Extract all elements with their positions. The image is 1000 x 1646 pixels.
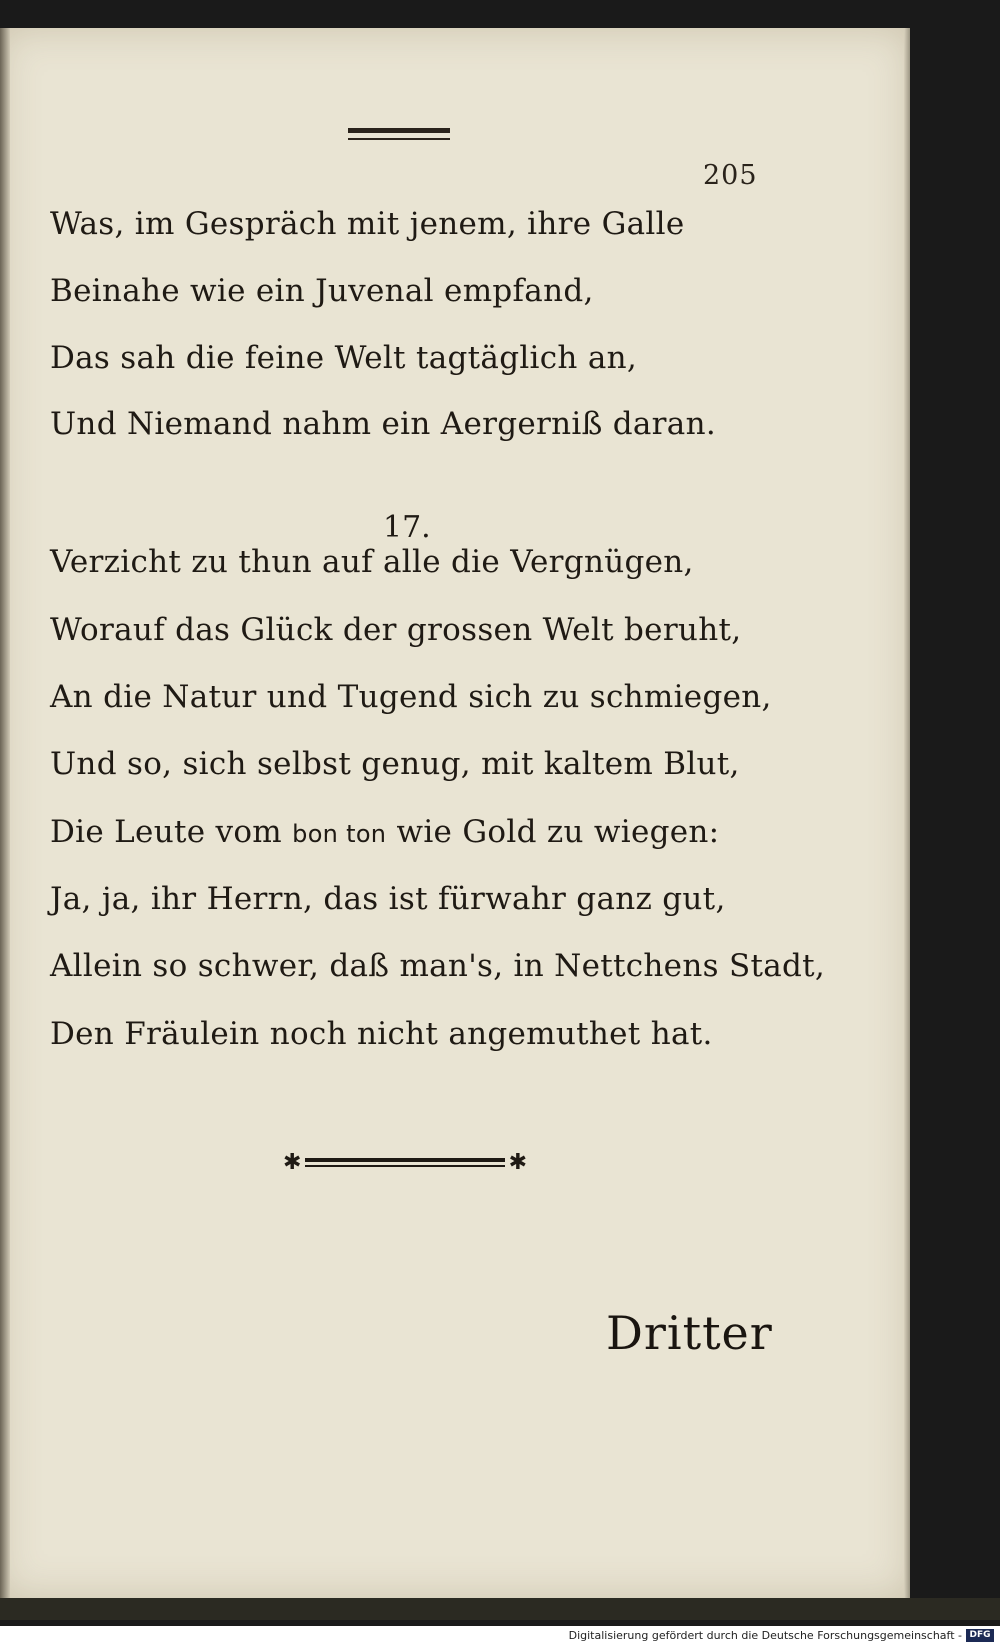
verse-text: wie Gold zu wiegen:: [396, 814, 720, 850]
verse-line: [50, 814, 719, 850]
header-rule: [348, 128, 450, 144]
dfg-logo[interactable]: DFG: [966, 1629, 994, 1642]
page-number: 205: [703, 160, 758, 191]
catchword: Dritter: [606, 1306, 773, 1360]
asterisk-icon: ✱: [508, 1150, 527, 1175]
verse-line: Allein so schwer, daß man's, in Nettchens Stadt,: [50, 948, 826, 984]
verse-line: Verzicht zu thun auf alle die Vergnügen,: [50, 544, 694, 580]
footer-bar: [0, 1626, 1000, 1646]
asterisk-icon: ✱: [283, 1150, 302, 1175]
verse-line: Den Fräulein noch nicht angemuthet hat.: [50, 1016, 713, 1052]
verse-line: Beinahe wie ein Juvenal empfand,: [50, 273, 594, 309]
book-page: [0, 28, 910, 1598]
verse-line: Und Niemand nahm ein Aergerniß daran.: [50, 406, 717, 442]
verse-line: Das sah die feine Welt tagtäglich an,: [50, 340, 638, 376]
foreign-phrase: bon ton: [292, 820, 387, 848]
page-spine-shadow: [0, 28, 10, 1598]
ornament-rule: [283, 1150, 527, 1178]
stanza-number: 17.: [383, 510, 431, 545]
verse-line: Ja, ja, ihr Herrn, das ist fürwahr ganz gut,: [50, 881, 726, 917]
verse-line: Was, im Gespräch mit jenem, ihre Galle: [50, 206, 685, 242]
page-edge: [904, 28, 910, 1598]
verse-text: Die Leute vom: [50, 814, 282, 850]
verse-line: An die Natur und Tugend sich zu schmiegen,: [50, 679, 772, 715]
verse-line: Worauf das Glück der grossen Welt beruht,: [50, 612, 742, 648]
footer-credit: Digitalisierung gefördert durch die Deutsche Forschungsgemeinschaft -: [568, 1629, 962, 1642]
verse-line: Und so, sich selbst genug, mit kaltem Blut,: [50, 746, 740, 782]
scan-border: [0, 1598, 1000, 1620]
